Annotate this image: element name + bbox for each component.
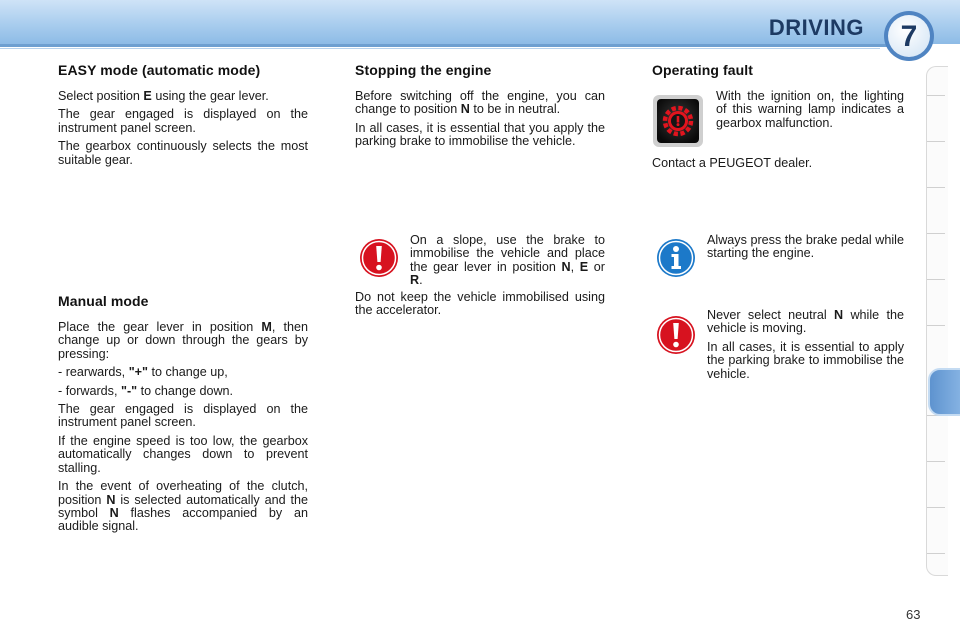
manual-mode-text-4: In the event of overheating of the clutch, position N is selected automatically and the symbol N flashes accompanied by an audible signal. [58, 479, 308, 534]
manual-mode-text-1: Place the gear lever in position M, then change up or down through the gears by pressing: [58, 320, 308, 361]
brake-pedal-info-text: Always press the brake pedal while starting the engine. [707, 233, 904, 261]
neutral-warning-notice [652, 309, 904, 389]
manual-mode-heading: Manual mode [58, 293, 149, 310]
manual-mode-list-item-1: - rearwards, "+" to change up, [58, 365, 228, 380]
header-divider-thin [0, 48, 880, 49]
operating-fault-heading: Operating fault [652, 62, 754, 78]
gearbox-fault-text: With the ignition on, the lighting of this warning lamp indicates a gearbox malfunction. [716, 89, 904, 130]
info-icon [656, 238, 696, 278]
slope-warning-notice [355, 234, 605, 294]
accelerator-warning-text: Do not keep the vehicle immobilised using the accelerator. [355, 290, 605, 318]
easy-mode-text-3: The gearbox continuously selects the most suitable gear. [58, 139, 308, 167]
easy-mode-heading: EASY mode (automatic mode) [58, 62, 261, 78]
manual-mode-text-2: The gear engaged is displayed on the instrument panel screen. [58, 402, 308, 430]
gearbox-warning-lamp-icon [653, 95, 703, 147]
stopping-engine-heading: Stopping the engine [355, 62, 492, 78]
neutral-warning-text-2: In all cases, it is essential to apply the parking brake to immobilise the vehicle. [707, 339, 904, 381]
header-divider [0, 44, 890, 47]
manual-mode-text-3: If the engine speed is too low, the gearbox automatically changes down to prevent stalling. [58, 433, 308, 475]
contact-dealer-text: Contact a PEUGEOT dealer. [652, 156, 813, 170]
exclamation-icon [359, 238, 399, 278]
page-number: 63 [906, 607, 921, 622]
column-stopping-engine [355, 62, 605, 154]
manual-mode-list-item-2: - forwards, "-" to change down. [58, 383, 234, 398]
chapter-number: 7 [900, 20, 918, 53]
gearbox-fault-notice [652, 90, 904, 150]
easy-mode-text-2: The gear engaged is displayed on the instrument panel screen. [58, 107, 308, 135]
page-header [0, 0, 960, 62]
exclamation-icon [656, 315, 696, 355]
easy-mode-text-1: Select position E using the gear lever. [58, 89, 269, 103]
slope-warning-text: On a slope, use the brake to immobilise the vehicle and place the gear lever in position N, E or R. [410, 233, 606, 288]
chapter-tab-strip [926, 66, 948, 576]
chapter-number-badge [880, 8, 938, 64]
neutral-warning-text-1: Never select neutral N while the vehicle is moving. [707, 308, 904, 336]
stopping-engine-text-2: In all cases, it is essential that you apply the parking brake to immobilise the vehicle. [355, 120, 605, 149]
chapter-tab-active[interactable] [928, 368, 960, 416]
column-operating-fault [652, 62, 904, 90]
column-easy-manual [58, 62, 308, 539]
brake-pedal-info-notice [652, 234, 904, 284]
chapter-title: DRIVING [768, 15, 864, 40]
stopping-engine-text-1: Before switching off the engine, you can change to position N to be in neutral. [355, 89, 605, 117]
